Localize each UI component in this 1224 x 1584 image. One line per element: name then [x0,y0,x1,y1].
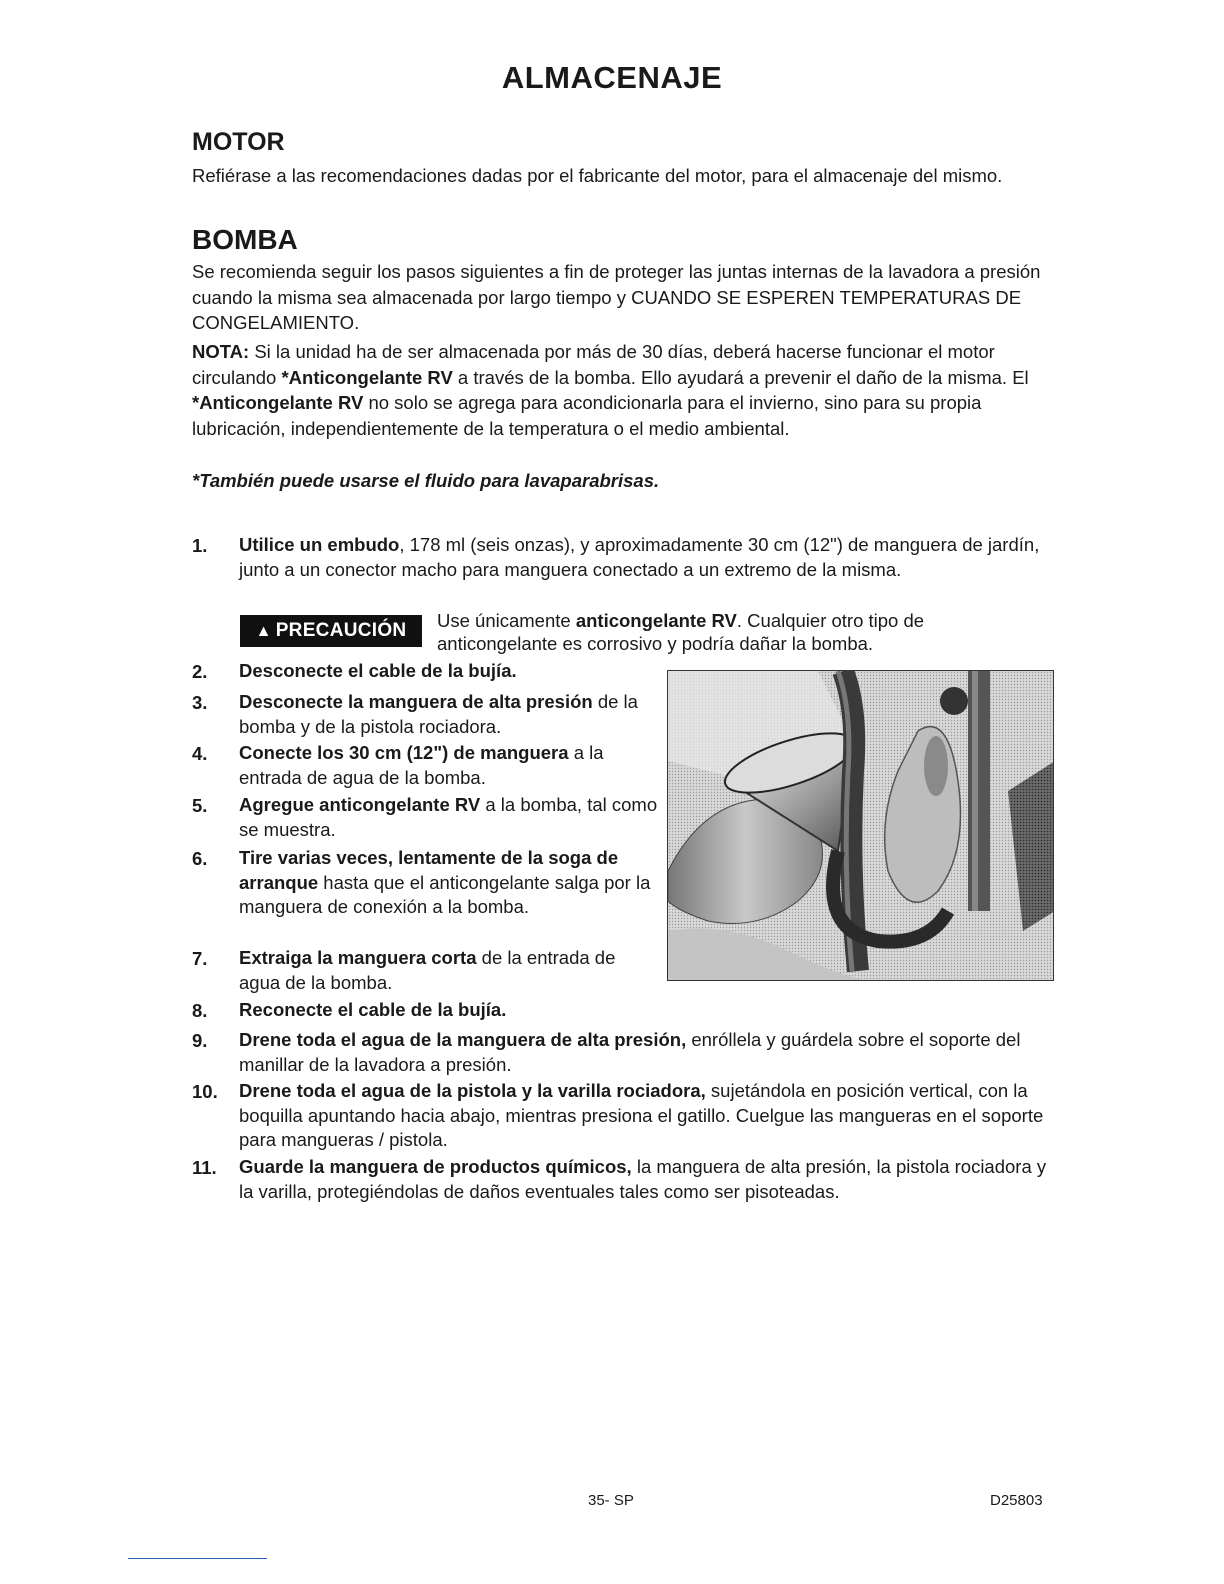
nota-bold-1: *Anticongelante RV [281,366,453,388]
step-text [239,998,1054,1023]
bomba-heading: BOMBA [192,224,298,255]
photo-illustration [668,671,1054,981]
step-text [239,533,1054,582]
motor-text: Refiérase a las recomendaciones dadas por el fabricante del motor, para el almacenaje del mismo. [192,165,1003,186]
nota-paragraph [192,339,1052,441]
step-bold: Tire varias veces, lentamente de la soga de arranque [239,847,619,893]
step-rest: la manguera de alta presión, la pistola rociadora y la varilla, protegiéndolas de daños eventuales tales como ser pisoteadas. [239,1156,1047,1202]
step-number: 1. [192,535,208,556]
step-rest: de la bomba y de la pistola rociadora. [239,691,638,737]
pump-antifreeze-photo [667,670,1054,981]
step-number: 6. [192,848,208,869]
caution-text-2: . Cualquier otro tipo de anticongelante es corrosivo y podría dañar la bomba. [437,610,925,654]
caution-badge-label: PRECAUCIÓN [275,620,407,641]
step-bold: Agregue anticongelante RV [239,794,481,815]
caution-text [437,609,1037,655]
nota-text-1: Si la unidad ha de ser almacenada por más de 30 días, deberá hacerse funcionar el motor circulando [192,341,995,388]
step-bold: Conecte los 30 cm (12") de manguera [239,742,569,763]
bottom-divider [128,1558,267,1559]
step-text [239,946,659,995]
step-text [239,793,659,842]
step-rest: sujetándola en posición vertical, con la boquilla apuntando hacia abajo, mientras presiona el gatillo. Cuelgue las mangueras en el soporte para mangueras / pistola. [239,1080,1044,1150]
step-bold: Drene toda el agua de la pistola y la varilla rociadora, [239,1080,706,1101]
step-bold: Reconecte el cable de la bujía. [239,999,507,1020]
step-number: 2. [192,661,208,682]
step-rest: enróllela y guárdela sobre el soporte del manillar de la lavadora a presión. [239,1029,1021,1075]
step-text [239,741,659,790]
step-bold: Desconecte la manguera de alta presión [239,691,593,712]
page-title: ALMACENAJE [501,60,723,95]
step-text [239,1155,1054,1204]
step-number: 11. [192,1157,217,1178]
bomba-intro: Se recomienda seguir los pasos siguientes a fin de proteger las juntas internas de la lavadora a presión cuando la misma sea almacenada por largo tiempo y CUANDO SE ESPEREN TEMPERATURAS DE CONGELAMIENTO. [192,261,1041,333]
motor-heading: MOTOR [192,128,285,156]
step-rest: , 178 ml (seis onzas), y aproximadamente 30 cm (12") de manguera de jardín, junto a un conector macho para manguera conectado a un extremo de la misma. [239,534,1040,580]
nota-text-3: no solo se agrega para acondicionarla para el invierno, sino para su propia lubricación, independientemente de la temperatura o el medio ambiental. [192,392,982,439]
step-text [239,1028,1054,1077]
step-rest: hasta que el anticongelante salga por la manguera de conexión a la bomba. [239,871,651,917]
step-bold: Desconecte el cable de la bujía. [239,660,517,681]
step-bold: Guarde la manguera de productos químicos, [239,1156,632,1177]
step-number: 7. [192,948,208,969]
step-bold: Extraiga la manguera corta [239,947,477,968]
step-rest: de la entrada de agua de la bomba. [239,947,616,993]
step-number: 5. [192,795,208,816]
caution-bold: anticongelante RV [575,610,737,631]
step-number: 8. [192,1000,208,1021]
step-bold: Drene toda el agua de la manguera de alta presión, [239,1029,687,1050]
step-rest: a la entrada de agua de la bomba. [239,742,604,788]
tambien-note: *También puede usarse el fluido para lavaparabrisas. [192,470,660,491]
document-code: D25803 [990,1492,1043,1509]
step-number: 3. [192,692,208,713]
step-bold: Utilice un embudo [239,534,400,555]
step-text [239,846,659,920]
warning-icon: ▲ [255,623,272,640]
nota-label: NOTA: [192,341,250,362]
step-number: 4. [192,743,208,764]
page-number: 35- SP [588,1492,634,1509]
step-number: 9. [192,1030,208,1051]
step-number: 10. [192,1081,218,1102]
nota-text-2: a través de la bomba. Ello ayudará a prevenir el daño de la misma. El [452,366,1029,388]
step-text [239,690,659,739]
nota-bold-2: *Anticongelante RV [192,392,364,413]
step-text [239,1079,1054,1153]
step-rest: a la bomba, tal como se muestra. [239,794,658,840]
caution-badge [240,615,422,647]
caution-text-1: Use únicamente [437,610,576,631]
